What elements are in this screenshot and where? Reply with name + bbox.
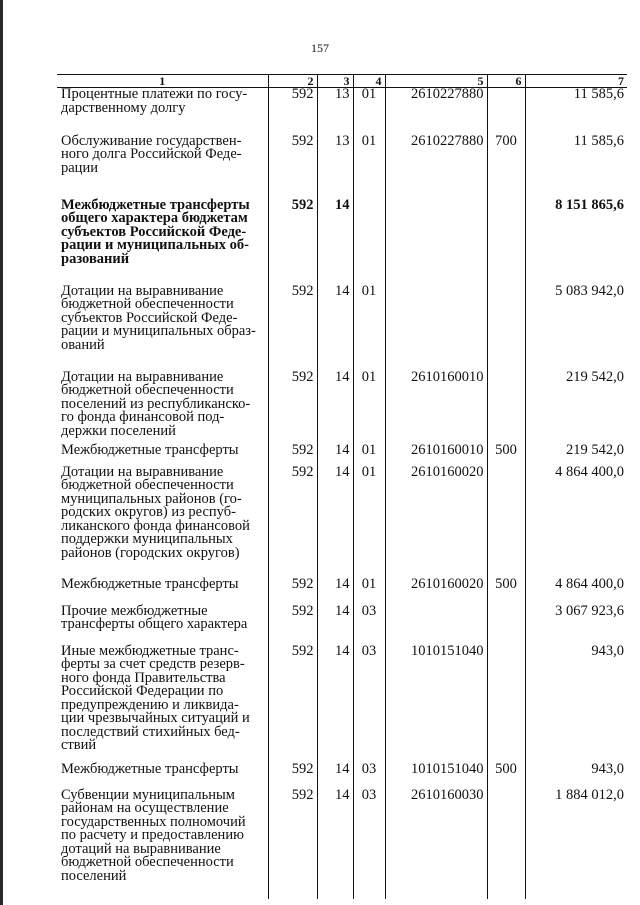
expense-type-code [487,645,525,763]
budget-item-name: Прочие межбюджетные трансферты общего характера [61,602,248,632]
amount: 3 067 923,6 [525,605,627,645]
budget-item-name: Дотации на выравнивание бюджетной обеспеченности субъектов Российской Феде- рации и муниципальных образ- ований [61,282,256,353]
table-row [57,578,627,605]
target-article-code: 1010151040 [385,645,487,763]
expense-type-code [487,605,525,645]
budget-item-name: Межбюджетные трансферты [61,760,239,777]
expense-type-code: 500 [487,444,525,466]
target-article-code: 2610160030 [385,789,487,899]
amount: 943,0 [525,645,627,763]
ministry-code: 592 [268,645,317,763]
subsection-code: 03 [353,789,385,899]
amount: 4 864 400,0 [525,578,627,605]
subsection-code: 01 [353,88,385,135]
amount: 219 542,0 [525,444,627,466]
column-header-6: 6 [487,75,525,88]
amount: 11 585,6 [525,135,627,199]
subsection-code: 01 [353,285,385,371]
target-article-code [385,285,487,371]
ministry-code: 592 [268,371,317,444]
expense-type-code: 500 [487,763,525,789]
subsection-code: 01 [353,135,385,199]
section-code: 14 [317,605,353,645]
subsection-code: 03 [353,605,385,645]
ministry-code: 592 [268,789,317,899]
subsection-code [353,199,385,285]
table-row [57,88,627,135]
ministry-code: 592 [268,763,317,789]
section-code: 13 [317,88,353,135]
ministry-code: 592 [268,605,317,645]
expense-type-code [487,88,525,135]
target-article-code: 2610160010 [385,444,487,466]
expense-type-code [487,371,525,444]
expense-type-code [487,466,525,578]
table-row [57,371,627,444]
target-article-code [385,605,487,645]
budget-item-name: Иные межбюджетные транс- ферты за счет средств резерв- ного фонда Правительства Российской Федерации по предупреждению и ликвида- ции чрезвычайных ситуаций и последствий стихийных бед- ствий [61,642,250,753]
table-row [57,135,627,199]
ministry-code: 592 [268,135,317,199]
section-code: 14 [317,285,353,371]
table-row [57,285,627,371]
section-code: 14 [317,199,353,285]
ministry-code: 592 [268,199,317,285]
budget-item-name: Межбюджетные трансферты общего характера бюджетам субъектов Российской Феде- рации и муниципальных об- разований [61,196,250,267]
subsection-code: 03 [353,763,385,789]
subsection-code: 01 [353,371,385,444]
budget-item-name: Межбюджетные трансферты [61,441,239,458]
column-header-7: 7 [525,75,627,88]
ministry-code: 592 [268,88,317,135]
column-header-4: 4 [353,75,385,88]
budget-item-name: Обслуживание государствен- ного долга Российской Феде- рации [61,132,242,176]
subsection-code: 01 [353,466,385,578]
subsection-code: 01 [353,444,385,466]
column-header-2: 2 [268,75,317,88]
budget-item-name: Дотации на выравнивание бюджетной обеспеченности поселений из республиканско- го фонда финансовой под- держки поселений [61,368,251,439]
section-code: 14 [317,645,353,763]
target-article-code: 2610227880 [385,135,487,199]
expense-type-code [487,285,525,371]
ministry-code: 592 [268,285,317,371]
column-header-5: 5 [385,75,487,88]
amount: 943,0 [525,763,627,789]
table-row [57,199,627,285]
subsection-code: 01 [353,578,385,605]
table-row [57,466,627,578]
ministry-code: 592 [268,466,317,578]
budget-item-name: Субвенции муниципальным районам на осуществление государственных полномочий по расчету и предоставлению дотаций на выравнивание бюджетной обеспеченности поселений [61,786,246,884]
target-article-code: 2610160020 [385,466,487,578]
budget-table [57,74,627,899]
scan-left-edge [0,0,3,905]
target-article-code: 2610227880 [385,88,487,135]
target-article-code: 2610160020 [385,578,487,605]
expense-type-code: 700 [487,135,525,199]
section-code: 14 [317,789,353,899]
subsection-code: 03 [353,645,385,763]
table-row [57,763,627,789]
amount: 219 542,0 [525,371,627,444]
expense-type-code: 500 [487,578,525,605]
expense-type-code [487,199,525,285]
amount: 11 585,6 [525,88,627,135]
table-row [57,605,627,645]
ministry-code: 592 [268,578,317,605]
budget-item-name: Процентные платежи по госу- дарственному долгу [61,86,248,116]
section-code: 14 [317,466,353,578]
section-code: 13 [317,135,353,199]
amount: 4 864 400,0 [525,466,627,578]
section-code: 14 [317,371,353,444]
section-code: 14 [317,763,353,789]
table-row [57,789,627,899]
target-article-code: 2610160010 [385,371,487,444]
target-article-code: 1010151040 [385,763,487,789]
amount: 5 083 942,0 [525,285,627,371]
table-row [57,444,627,466]
expense-type-code [487,789,525,899]
section-code: 14 [317,444,353,466]
table-body [57,88,627,899]
section-code: 14 [317,578,353,605]
amount: 1 884 012,0 [525,789,627,899]
budget-item-name: Дотации на выравнивание бюджетной обеспеченности муниципальных районов (го- родских округов) из респуб- ликанского фонда финансовой поддержки муниципальных районов (городских округов) [61,463,250,561]
budget-item-name: Межбюджетные трансферты [61,575,239,592]
amount: 8 151 865,6 [525,199,627,285]
ministry-code: 592 [268,444,317,466]
table-row [57,645,627,763]
page-number: 157 [311,41,329,55]
target-article-code [385,199,487,285]
column-header-1: 1 [57,75,268,88]
column-header-3: 3 [317,75,353,88]
